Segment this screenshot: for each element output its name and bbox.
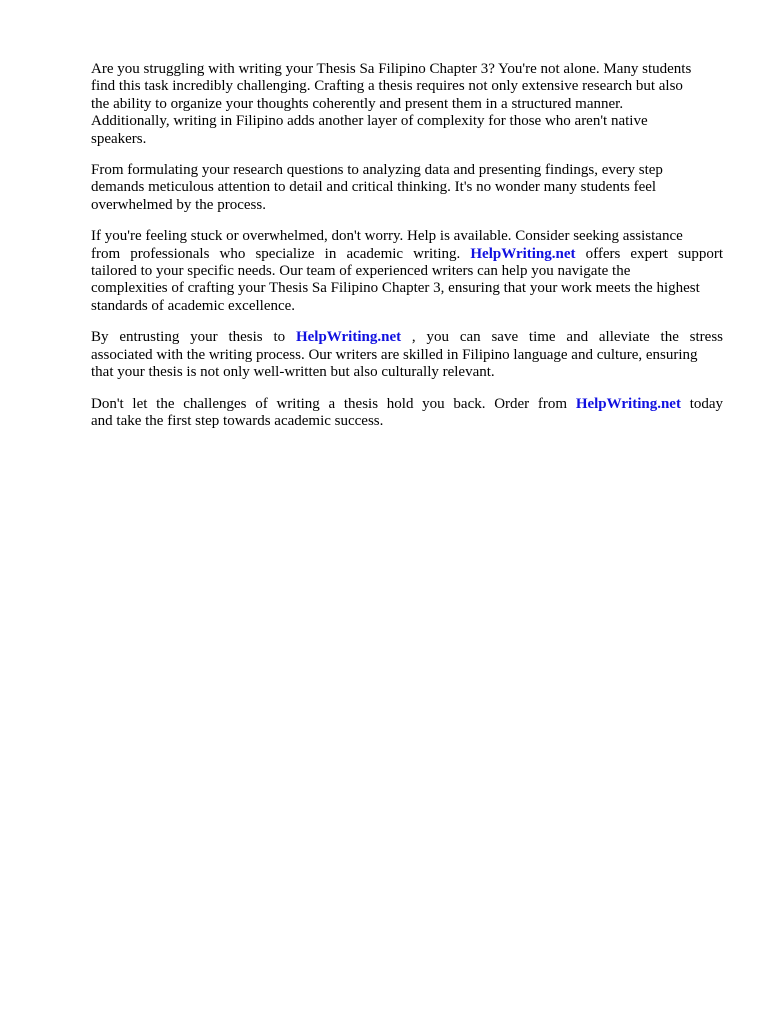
paragraph-entrusting <box>91 329 723 381</box>
text-line: demands meticulous attention to detail and critical thinking. It's no wonder many students feel <box>91 179 657 196</box>
text-line: associated with the writing process. Our writers are skilled in Filipino language and culture, ensuring <box>91 346 698 363</box>
paragraph-gap <box>91 382 723 396</box>
paragraph-gap <box>91 148 723 162</box>
paragraph-gap <box>91 315 723 329</box>
text-line: that your thesis is not only well-written but also culturally relevant. <box>91 364 495 381</box>
paragraph-help <box>91 228 723 315</box>
text-line: and take the first step towards academic success. <box>91 412 384 429</box>
text-line: find this task incredibly challenging. Crafting a thesis requires not only extensive research but also <box>91 78 683 95</box>
text-line-with-link <box>91 396 723 413</box>
text-line: complexities of crafting your Thesis Sa Filipino Chapter 3, ensuring that your work meets the highest <box>91 280 700 297</box>
text-line: If you're feeling stuck or overwhelmed, don't worry. Help is available. Consider seeking assistance <box>91 228 683 245</box>
text-segment: today <box>689 395 724 412</box>
paragraph-gap <box>91 214 723 228</box>
text-line: standards of academic excellence. <box>91 297 296 314</box>
text-segment: By entrusting your thesis to <box>91 329 286 346</box>
text-line: Additionally, writing in Filipino adds another layer of complexity for those who aren't native <box>91 113 648 130</box>
text-line: speakers. <box>91 130 147 147</box>
text-line: overwhelmed by the process. <box>91 196 266 213</box>
helpwriting-link[interactable]: HelpWriting.net <box>575 395 681 412</box>
text-line: tailored to your specific needs. Our team of experienced writers can help you navigate the <box>91 263 631 280</box>
text-line: From formulating your research questions to analyzing data and presenting findings, every step <box>91 162 663 179</box>
paragraph-intro <box>91 61 723 148</box>
text-line-with-link <box>91 246 723 263</box>
text-segment: from professionals who specialize in academic writing. <box>91 245 461 262</box>
document-body <box>91 61 723 430</box>
text-segment: offers expert support <box>585 245 724 262</box>
text-line: Are you struggling with writing your Thesis Sa Filipino Chapter 3? You're not alone. Many students <box>91 61 692 77</box>
helpwriting-link[interactable]: HelpWriting.net <box>470 245 576 262</box>
text-line: the ability to organize your thoughts coherently and present them in a structured manner. <box>91 95 624 112</box>
text-segment: , you can save time and alleviate the stress <box>411 329 724 346</box>
text-segment: Don't let the challenges of writing a thesis hold you back. Order from <box>91 395 568 412</box>
paragraph-process <box>91 162 723 214</box>
helpwriting-link[interactable]: HelpWriting.net <box>295 329 402 346</box>
text-line-with-link <box>91 329 723 346</box>
paragraph-order <box>91 396 723 431</box>
